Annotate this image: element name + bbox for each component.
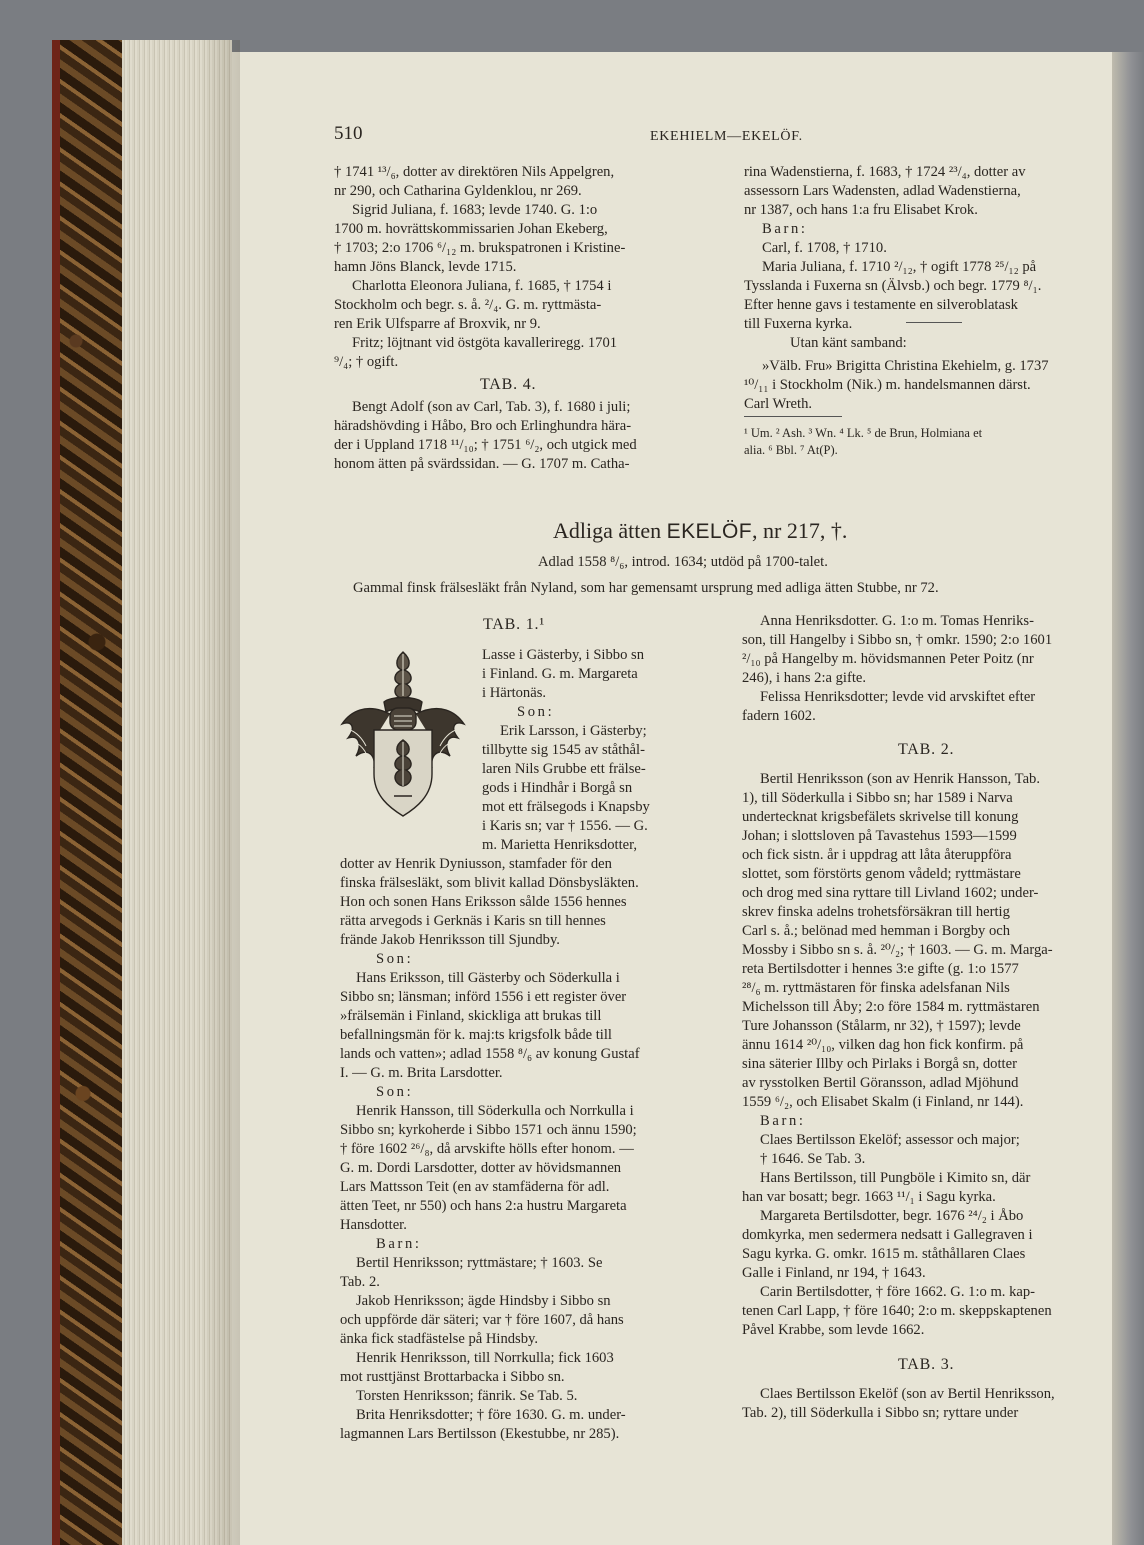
text-line: Hans Bertilsson, till Pungböle i Kimito sn, där [760, 1170, 1031, 1186]
text-line: han var bosatt; begr. 1663 ¹¹/₁ i Sagu kyrka. [742, 1189, 996, 1205]
text-line: † 1703; 2:o 1706 ⁶/₁₂ m. brukspatronen i Kristine- [334, 240, 626, 256]
text-line: Tab. 2), till Söderkulla i Sibbo sn; ryttare under [742, 1405, 1019, 1421]
text-line: ren Erik Ulfsparre af Broxvik, nr 9. [334, 316, 541, 332]
text-line: Barn: [762, 221, 808, 237]
section-title [553, 517, 847, 546]
text-line: i Härtonäs. [482, 685, 547, 701]
page-number: 510 [334, 123, 363, 144]
text-line: Hans Eriksson, till Gästerby och Söderkulla i [356, 970, 620, 986]
footnote-line: alia. ⁶ Bbl. ⁷ At(P). [744, 443, 838, 457]
page-right-edge [1112, 52, 1144, 1545]
text-line: och uppförde där säteri; var † före 1607, då hans [340, 1312, 624, 1328]
text-line: Anna Henriksdotter. G. 1:o m. Tomas Henriks- [760, 613, 1034, 629]
footnote-rule [744, 416, 842, 417]
tab2-heading: TAB. 2. [898, 741, 955, 758]
text-line: lagmannen Lars Bertilsson (Ekestubbe, nr 285). [340, 1426, 620, 1442]
text-line: Jakob Henriksson; ägde Hindsby i Sibbo sn [356, 1293, 611, 1309]
text-line: 1), till Söderkulla i Sibbo sn; har 1589 i Narva [742, 790, 1013, 806]
text-line: Son: [376, 951, 414, 967]
text-line: G. m. Dordi Larsdotter, dotter av hövidsmannen [340, 1160, 622, 1176]
running-title: EKEHIELM—EKELÖF. [650, 129, 803, 144]
text-line: 1559 ⁶/₂, och Elisabet Skalm (i Finland, nr 144). [742, 1094, 1024, 1110]
text-line: gods i Hindhår i Borgå sn [482, 780, 633, 796]
text-line: Carin Bertilsdotter, † före 1662. G. 1:o m. kap- [760, 1284, 1036, 1300]
text-line: ⁹/₄; † ogift. [334, 354, 399, 370]
text-line: mot rusttjänst Brottarbacka i Sibbo sn. [340, 1369, 565, 1385]
text-line: Erik Larsson, i Gästerby; [500, 723, 647, 739]
text-line: Son: [517, 704, 555, 720]
title-name: EKELÖF [666, 520, 753, 543]
tab3-heading: TAB. 3. [898, 1356, 955, 1373]
text-line: assessorn Lars Wadensten, adlad Wadenstierna, [744, 183, 1021, 199]
text-line: Bengt Adolf (son av Carl, Tab. 3), f. 1680 i juli; [352, 399, 631, 415]
text-line: nr 290, och Catharina Gyldenklou, nr 269. [334, 183, 582, 199]
title-prefix: Adliga ätten [553, 518, 662, 543]
text-line: dotter av Henrik Dyniusson, stamfader för den [340, 856, 612, 872]
text-line: Sibbo sn; kyrkoherde i Sibbo 1571 och ännu 1590; [340, 1122, 637, 1138]
text-line: lands och vatten»; adlad 1558 ⁸/₆ av konung Gustaf [340, 1046, 640, 1062]
text-line: † 1646. Se Tab. 3. [760, 1151, 866, 1167]
title-suffix: , nr 217, †. [752, 518, 848, 543]
text-line: »Välb. Fru» Brigitta Christina Ekehielm, g. 1737 [762, 358, 1049, 374]
text-line: 1700 m. hovrättskommissarien Johan Ekeberg, [334, 221, 608, 237]
text-line: Sigrid Juliana, f. 1683; levde 1740. G. 1:o [352, 202, 598, 218]
text-line: »frälsemän i Finland, skickliga att brukas till [340, 1008, 602, 1024]
text-line: Carl, f. 1708, † 1710. [762, 240, 887, 256]
text-line: frände Jakob Henriksson till Sjundby. [340, 932, 560, 948]
text-line: der i Uppland 1718 ¹¹/₁₀; † 1751 ⁶/₂, och utgick med [334, 437, 637, 453]
tab1-heading: TAB. 1.¹ [483, 616, 545, 633]
text-line: 246), i hans 2:a gifte. [742, 670, 867, 686]
text-line: reta Bertilsdotter i hennes 3:e gifte (g. 1:o 1577 [742, 961, 1019, 977]
text-line: rätta arvegods i Gerknäs i Karis sn till hennes [340, 913, 606, 929]
text-line: i Karis sn; var † 1556. — G. [482, 818, 648, 834]
text-line: Charlotta Eleonora Juliana, f. 1685, † 1754 i [352, 278, 612, 294]
text-line: skrev finska adelns trohetsförsäkran till hertig [742, 904, 1010, 920]
text-line: i Finland. G. m. Margareta [482, 666, 638, 682]
coat-of-arms-icon [336, 646, 470, 822]
text-line: Tysslanda i Fuxerna sn (Älvsb.) och begr. 1779 ⁸/₁. [744, 278, 1042, 294]
text-line: Carl s. å.; belönad med hemman i Borgby och [742, 923, 1011, 939]
text-line: nr 1387, och hans 1:a fru Elisabet Krok. [744, 202, 978, 218]
text-line: Bertil Henriksson; ryttmästare; † 1603. Se [356, 1255, 603, 1271]
text-line: Stockholm och begr. s. å. ²/₄. G. m. ryttmästa- [334, 297, 602, 313]
text-line: av rysstolken Bertil Göransson, adlad Mjöhund [742, 1075, 1019, 1091]
text-line: mot ett frälsegods i Knapsby [482, 799, 650, 815]
text-line: Bertil Henriksson (son av Henrik Hansson, Tab. [760, 771, 1041, 787]
text-line: Torsten Henriksson; fänrik. Se Tab. 5. [356, 1388, 578, 1404]
text-line: Barn: [376, 1236, 422, 1252]
text-line: I. — G. m. Brita Larsdotter. [340, 1065, 503, 1081]
tab4-heading: TAB. 4. [480, 376, 537, 393]
text-line: Galle i Finland, nr 194, † 1643. [742, 1265, 926, 1281]
text-line: ²⁸/₆ m. ryttmästaren för finska adelsfanan Nils [742, 980, 1010, 996]
text-line: Claes Bertilsson Ekelöf (son av Bertil Henriksson, [760, 1386, 1055, 1402]
text-line: änka fick stadfästelse på Hindsby. [340, 1331, 539, 1347]
text-line: Lasse i Gästerby, i Sibbo sn [482, 647, 644, 663]
section-subtitle: Adlad 1558 ⁸/₆, introd. 1634; utdöd på 1700-talet. [538, 554, 828, 570]
text-line: Sibbo sn; länsman; införd 1556 i ett register över [340, 989, 627, 1005]
gutter-shadow [200, 40, 240, 1545]
text-line: Mossby i Sibbo sn s. å. ²⁰/₂; † 1603. — G. m. Marga- [742, 942, 1053, 958]
text-line: son, till Hangelby i Sibbo sn, † omkr. 1590; 2:o 1601 [742, 632, 1053, 648]
text-line: Fritz; löjtnant vid östgöta kavalleriregg. 1701 [352, 335, 618, 351]
text-line: Barn: [760, 1113, 806, 1129]
text-line: domkyrka, men sedermera nedsatt i Gallegraven i [742, 1227, 1033, 1243]
text-line: ²/₁₀ på Hangelby m. hövidsmannen Peter Poitz (nr [742, 651, 1034, 667]
text-line: Ture Johansson (Stålarm, nr 32), † 1597); levde [742, 1018, 1021, 1034]
text-line: tillbytte sig 1545 av ståthål- [482, 742, 645, 758]
text-line: hamn Jöns Blanck, levde 1715. [334, 259, 517, 275]
text-line: Carl Wreth. [744, 396, 813, 412]
book-cover [52, 40, 125, 1545]
text-line: ätten Teet, nr 550) och hans 2:a hustru Margareta [340, 1198, 627, 1214]
text-line: Johan; i slottsloven på Tavastehus 1593—1599 [742, 828, 1017, 844]
text-line: rina Wadenstierna, f. 1683, † 1724 ²³/₄, dotter av [744, 164, 1026, 180]
text-line: Hansdotter. [340, 1217, 407, 1233]
text-line: Maria Juliana, f. 1710 ²/₁₂, † ogift 1778 ²⁵/₁₂ på [762, 259, 1037, 275]
text-line: finska frälsesläkt, som blivit kallad Dönsbysläkten. [340, 875, 639, 891]
text-line: m. Marietta Henriksdotter, [482, 837, 638, 853]
text-line: fadern 1602. [742, 708, 816, 724]
text-line: Michelsson till Åby; 2:o före 1584 m. ryttmästaren [742, 999, 1040, 1015]
text-line: Påvel Krabbe, som levde 1662. [742, 1322, 925, 1338]
text-line: ännu 1614 ²⁰/₁₀, vilken dag hon fick konfirm. på [742, 1037, 1024, 1053]
text-line: sina säterier Illby och Pirlaks i Borgå sn, dotter [742, 1056, 1017, 1072]
text-line: befallningsmän för k. maj:ts krigsfolk både till [340, 1027, 612, 1043]
text-line: Hon och sonen Hans Eriksson sålde 1556 hennes [340, 894, 627, 910]
text-line: och drog med sina ryttare till Livland 1602; under- [742, 885, 1039, 901]
text-line: Sagu kyrka. G. omkr. 1615 m. ståthållaren Claes [742, 1246, 1026, 1262]
book-cover-edge [52, 40, 60, 1545]
text-line: † före 1602 ²⁶/₈, då arvskifte hölls efter honom. — [340, 1141, 634, 1157]
unknown-heading: Utan känt samband: [790, 335, 907, 351]
text-line: och fick sistn. år i uppdrag att låta återuppföra [742, 847, 1012, 863]
text-line: tenen Carl Lapp, † före 1640; 2:o m. skeppskaptenen [742, 1303, 1052, 1319]
text-line: † 1741 ¹³/₆, dotter av direktören Nils Appelgren, [334, 164, 615, 180]
text-line: till Fuxerna kyrka. [744, 316, 853, 332]
text-line: Henrik Henriksson, till Norrkulla; fick 1603 [356, 1350, 614, 1366]
text-line: Brita Henriksdotter; † före 1630. G. m. under- [356, 1407, 626, 1423]
text-line: häradshövding i Håbo, Bro och Erlinghundra härа- [334, 418, 632, 434]
text-line: laren Nils Grubbe ett frälse- [482, 761, 646, 777]
text-line: ¹⁰/₁₁ i Stockholm (Nik.) m. handelsmannen därst. [744, 377, 1031, 393]
text-line: Efter henne gavs i testamente en silveroblatask [744, 297, 1018, 313]
text-line: Tab. 2. [340, 1274, 380, 1290]
text-line: undertecknat krigsbefälets skrivelse till konung [742, 809, 1019, 825]
text-line: Margareta Bertilsdotter, begr. 1676 ²⁴/₂ i Åbo [760, 1208, 1024, 1224]
text-line: Henrik Hansson, till Söderkulla och Norrkulla i [356, 1103, 634, 1119]
section-origin: Gammal finsk frälsesläkt från Nyland, som har gemensamt ursprung med adliga ätten Stubbe, nr 72. [353, 580, 939, 596]
text-line: Claes Bertilsson Ekelöf; assessor och major; [760, 1132, 1020, 1148]
divider [906, 322, 962, 323]
text-line: slottet, som förstörts genom vådeld; ryttmästare [742, 866, 1021, 882]
text-line: Felissa Henriksdotter; levde vid arvskiftet efter [760, 689, 1036, 705]
text-line: Son: [376, 1084, 414, 1100]
text-line: Lars Mattsson Teit (en av stamfäderna för adl. [340, 1179, 610, 1195]
text-line: honom ätten på svärdssidan. — G. 1707 m. Catha- [334, 456, 630, 472]
footnote-line: ¹ Um. ² Ash. ³ Wn. ⁴ Lk. ⁵ de Brun, Holmiana et [744, 426, 983, 440]
